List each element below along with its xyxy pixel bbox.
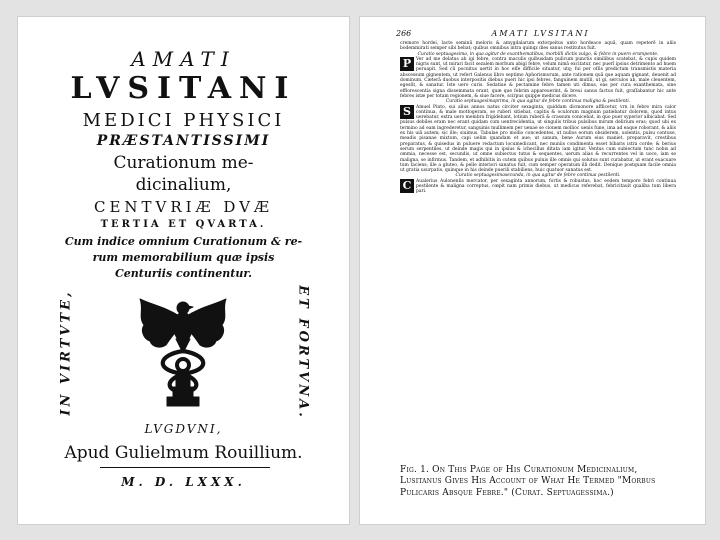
text-body xyxy=(400,41,676,195)
body-paragraph xyxy=(400,57,676,99)
drop-cap: C xyxy=(400,179,414,193)
page-number: 266 xyxy=(396,29,412,38)
imprint-rule xyxy=(100,467,270,468)
drop-cap: P xyxy=(400,57,414,71)
running-head xyxy=(396,29,685,39)
running-title: AMATI LVSITANI xyxy=(491,29,590,38)
section-heading: Curatio septuagesimasecunda, in qua agitur de febre continua pestilenti. xyxy=(455,173,621,179)
paragraph-text: Ver ad me delatus ab igi febre, contra maculis quibusdam pulicum punctis similibus scatebat, & cupis quidem nigris sunt, ut mirari facit sezalem morbum abigi febre, velum nimā excitatur, nec puerī ipsius detrimento ad huem peruapit. Sed cū pocnitus uertit in hoc eſſe difficile situatur, utq; fui per oſſis predictum transmistis materia abscessum gignentem, ut refert Galenus libro septimo Aphorismorum, ante rationem quā que aquam gignant, deuenit ad dominum. Cæterā duobus interpositis diebus pueri hic ipsi febres, fanguinem mutili, ut gi, serculos ab, male cleuentem, egesſit, & sanatur. Iste uero curis. Sedatiue & pectamine febre tamen uti dimus, eas per cura exanthemata, sine efflorescentia signa dissemmata erant, quæ que febrim appareuerint, & breui sanus factus fuit, graſſabantur hic ante febres istæ per totam regionem, & siue facere, scirpus quippe medicus dicere. xyxy=(400,56,676,99)
printer-motto-right: ET FORTVNA. xyxy=(295,285,311,420)
intro-paragraph: cremore hordei, lacte seminū meloris & amygdalarum extorpeitus unto hordeace aquā, quam repeterē in aliis bodemmirati semper sibi bebat; quibus omnibus intra quinqz dies sanus restitutus fuit. xyxy=(400,41,676,52)
title-index-line1: Cum indice omnium Curationum & re- xyxy=(64,235,303,248)
title-index-line3: Centuriis continentur. xyxy=(115,267,252,280)
title-profession: MEDICI PHYSICI xyxy=(82,110,285,131)
text-page xyxy=(360,17,705,524)
section-heading: Curatio septuagesimaprima, in qua agitur de febre continua maligna & pestilenti. xyxy=(445,99,631,105)
paragraph-text: Amuel Pinto, sui alius annos natus circiter sexaginta, quiddam dicmonore afflicetur, vrn in febre mira calor continua, & male mottogeram, se ruberi sitiebat, capitis & oculorum magnum patiebatur dolorem, quod intus uerebatur, extra uero membra frigidebant, lotium ruberā & crassum conicebat, in quo puer syperior albicabat. Sed pulsus debiles eram nec erant quidam cum uentrecidentia, ut singulis tribus pulsibus mirum delirium eras; quod ubi ex termino ad eam ingrederetur, sanguinis mullimem per uenae se cionem mollioc uenis fune, ima ad eaque roborant, & aliis ex his uiā autem; sic ille; siuimus. Tabulae pro mollio concedentes, ut nullos eorum obsiderem, uolentis, pulsu contuse, meadis pisanae mixtum, capi uelim quandam et aue; ut sanum, bene Aurum eius maniet, preparavit, crestibus preparatus, & quisedus in puluere redactum locumedicant, nec muniis condimenta esset bibaris istra corde; & berius serum serpentiles, ut deinde magis qui in ipsius & ichecillus ditata iam igitur. Ventus cum subiectum tunc nobis ad ommia, necesse est, secundis, ut omne subiectus tutus & sequentes, uerum alias & recurrentes vel in uoce, iam se maligna, se infirmus. Tandem, et adhibitis in cutem quibus puluis ille omnis qui solutus sunt curabatur, ut erant euacuare tum faciens; ille a gluteo, & pelle interiori sanatus fuit, cum semper operatum illi dedit. Denique postquam facile omnia ut gratia usurpatis, quinque in his deinde puerili stabiliens, huic quatuor sanatus est. xyxy=(400,104,676,174)
title-work-line1: Curationum me- xyxy=(113,153,254,173)
title-volumes: TERTIA ET QVARTA. xyxy=(100,219,267,230)
imprint-place: LVGDVNI, xyxy=(144,422,223,436)
title-epithet: PRÆSTANTISSIMI xyxy=(96,133,271,149)
imprint-year: M. D. LXXX. xyxy=(121,475,246,489)
body-paragraph xyxy=(400,105,676,174)
figure-caption: Fig. 1. On This Page of His Curationum Medicinalium, Lusitanus Gives His Account of What He Termed "Morbus Pulicaris Absque Febre." (Curat. Septuagessima.) xyxy=(400,465,656,498)
title-centuries: CENTVRIÆ DVÆ xyxy=(93,198,273,216)
title-author-first: AMATI xyxy=(131,47,236,71)
title-author-last: LVSITANI xyxy=(70,71,297,106)
title-work-line2: dicinalium, xyxy=(135,175,232,195)
title-page xyxy=(18,17,349,524)
eagle-printer-device-icon xyxy=(118,287,248,417)
title-index-line2: rum memorabilium quæ ipsis xyxy=(92,251,275,264)
imprint-printer: Apud Gulielmum Rouillium. xyxy=(64,443,303,463)
paragraph-text: Aualerius Aulonenſis mercator, per sexaginta annorum, fortis & robustus, hoc eodem tempore febri continua pestilente & maligna correptus, cœpit nam primis diebus, ut medicus referebat, febricitauit qualiba tum libera pari. xyxy=(416,178,676,195)
body-paragraph xyxy=(400,179,676,195)
printer-motto-left: IN VIRTVTE, xyxy=(58,289,74,416)
drop-cap: S xyxy=(400,105,414,119)
section-heading: Curatio septuagesima, in qua agitur de exanthematibus, morbilli dictis vulgo, & febre in puero erumpente. xyxy=(417,51,659,57)
